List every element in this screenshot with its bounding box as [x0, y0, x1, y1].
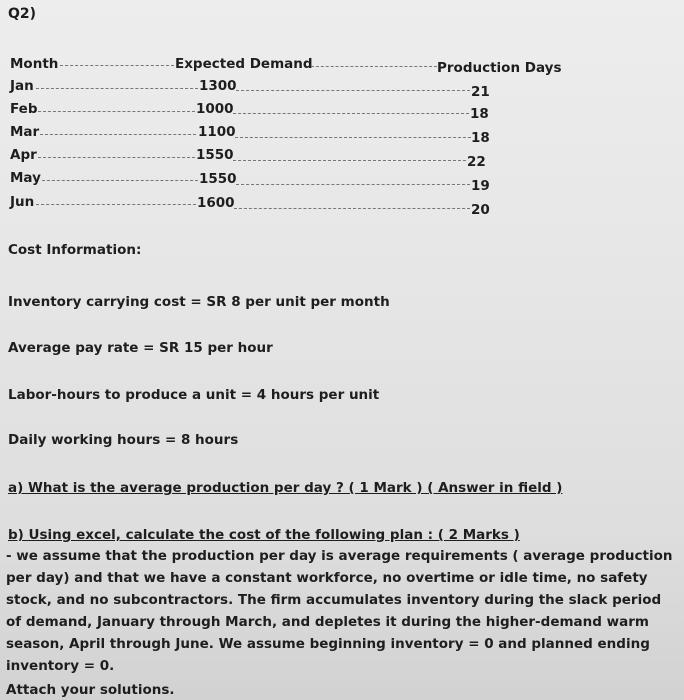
- dash-line: [38, 111, 195, 112]
- cell-month: Jun: [10, 194, 35, 210]
- question-label: Q2): [8, 6, 37, 22]
- dash-line: [234, 208, 470, 209]
- cell-month: May: [10, 170, 41, 186]
- dash-line: [236, 184, 470, 185]
- header-expected-demand: Expected Demand: [175, 56, 313, 72]
- dash-line: [38, 157, 195, 158]
- cell-month: Feb: [10, 101, 38, 117]
- dash-line: [236, 90, 470, 91]
- dash-line: [40, 134, 196, 135]
- dash-line: [42, 180, 198, 181]
- question-part-b-body: - we assume that the production per day is average requirements ( average production per day) and that we have a constant workforce, no overtime or idle time, no safety stock, and no subcontractors. The firm accumulates inventory during the slack period of demand, January through March, and depletes it during the higher-demand warm season, April through June. We assume beginning inventory = 0 and planned ending inventory = 0.: [6, 548, 673, 674]
- dash-line: [311, 66, 437, 67]
- cell-demand: 1000: [196, 101, 234, 117]
- dash-line: [233, 160, 466, 161]
- dash-line: [36, 204, 196, 205]
- dash-line: [233, 113, 469, 114]
- attach-instruction: Attach your solutions.: [6, 682, 175, 698]
- question-part-b-title: b) Using excel, calculate the cost of the following plan : ( 2 Marks ): [8, 527, 520, 543]
- cell-days: 22: [467, 154, 486, 170]
- cell-days: 20: [471, 202, 490, 218]
- cell-demand: 1600: [197, 195, 235, 211]
- cost-heading: Cost Information:: [8, 242, 142, 258]
- cell-month: Apr: [10, 147, 37, 163]
- cell-demand: 1300: [199, 78, 237, 94]
- dash-line: [235, 137, 471, 138]
- cell-days: 18: [470, 106, 489, 122]
- cost-inventory-carrying: Inventory carrying cost = SR 8 per unit per month: [8, 294, 390, 310]
- question-part-a: a) What is the average production per day ? ( 1 Mark ) ( Answer in field ): [8, 480, 563, 496]
- dash-line: [60, 65, 174, 66]
- cell-month: Mar: [10, 124, 40, 140]
- dash-line: [36, 88, 198, 89]
- cell-days: 19: [471, 178, 490, 194]
- cell-month: Jan: [10, 78, 34, 94]
- cell-demand: 1550: [199, 171, 237, 187]
- cell-demand: 1100: [198, 124, 236, 140]
- header-month: Month: [10, 56, 59, 72]
- cell-demand: 1550: [196, 147, 234, 163]
- header-production-days: Production Days: [437, 60, 562, 76]
- cost-daily-hours: Daily working hours = 8 hours: [8, 432, 239, 448]
- cell-days: 21: [471, 84, 490, 100]
- cell-days: 18: [471, 130, 490, 146]
- cost-labor-hours: Labor-hours to produce a unit = 4 hours per unit: [8, 387, 380, 403]
- cost-pay-rate: Average pay rate = SR 15 per hour: [8, 340, 273, 356]
